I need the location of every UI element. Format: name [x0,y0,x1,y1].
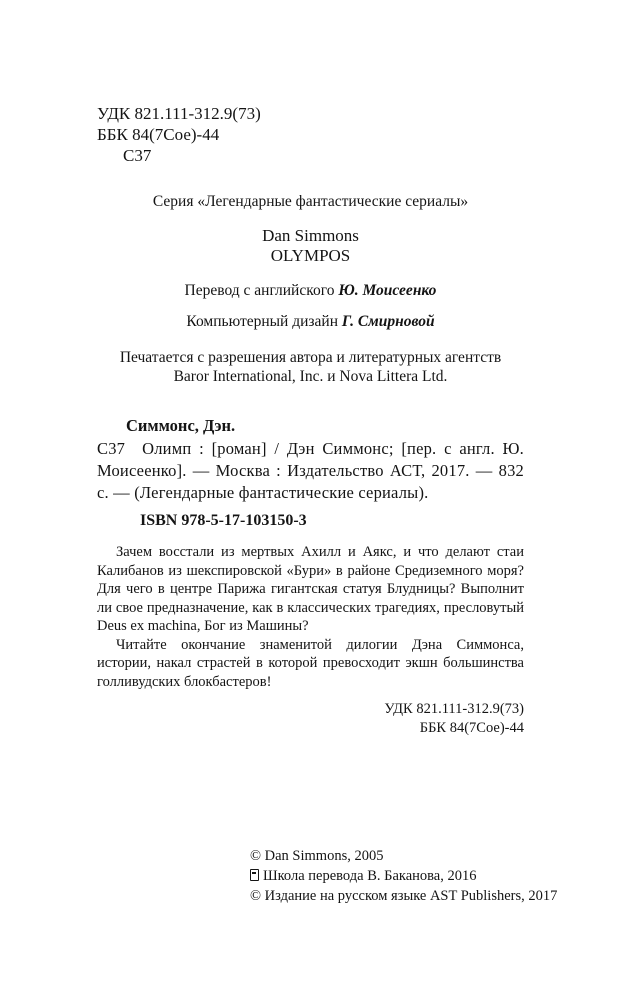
original-author: Dan Simmons [262,226,359,245]
footer-udk-line: УДК 821.111-312.9(73) [384,701,524,717]
udk-line: УДК 821.111-312.9(73) [97,104,261,123]
author-sign-code: С37 [123,146,152,165]
original-title: OLYMPOS [270,246,351,265]
design-credit-prefix: Компьютерный дизайн [186,313,342,330]
annotation-paragraph-2: Читайте окончание знаменитой дилогии Дэна Симмонса, истории, накал страстей в которой превосходит экшн большинства голливудских блокбастеров! [97,636,524,690]
school-translation-mark-icon [250,869,259,881]
header-codes-block [97,103,524,166]
catalog-author-heading: Симмонс, Дэн. [126,416,236,435]
footer-bbk-line: ББК 84(7Сое)-44 [419,720,524,736]
permission-line-2: Baror International, Inc. и Nova Littera Ltd. [173,368,448,385]
permission-line-1: Печатается с разрешения автора и литературных агентств [119,349,502,366]
copyright-block [250,846,557,906]
copyright-line-2-text: Школа перевода В. Баканова, 2016 [263,868,477,884]
catalog-entry [97,438,524,504]
translator-name: Ю. Моисеенко [338,282,437,299]
copyright-line-2 [250,866,557,886]
translation-credit [97,282,524,300]
annotation-paragraph-1: Зачем восстали из мертвых Ахилл и Аякс, и что делают стаи Калибанов из шекспировской «Бури» в районе Средиземного моря? Для чего в центре Парижа гигантская статуя Блудницы? Выполнит ли свое предназначение, как в классических трагедиях, пресловутый Deus ex machina, Бог из Машины? [97,544,524,634]
copyright-line-3: © Издание на русском языке AST Publishers, 2017 [250,888,558,904]
annotation-block [97,543,524,691]
catalog-code: С37 [97,439,126,458]
page-content [97,103,524,738]
translation-credit-prefix: Перевод с английского [184,282,339,299]
footer-codes-block [97,700,524,738]
original-title-block [97,226,524,266]
copyright-line-1: © Dan Simmons, 2005 [250,848,384,864]
design-credit [97,313,524,331]
bbk-line: ББК 84(7Сое)-44 [97,125,220,144]
series-line: Серия «Легендарные фантастические сериалы» [152,193,469,210]
catalog-description: Олимп : [роман] / Дэн Симмонс; [пер. с англ. Ю. Моисеенко]. — Москва : Издательство АСТ, 2017. — 832 с. — (Легендарные фантастические сериалы). [97,439,524,502]
permission-block [97,348,524,386]
designer-name: Г. Смирновой [341,313,435,330]
isbn-line: ISBN 978-5-17-103150-3 [140,512,307,529]
